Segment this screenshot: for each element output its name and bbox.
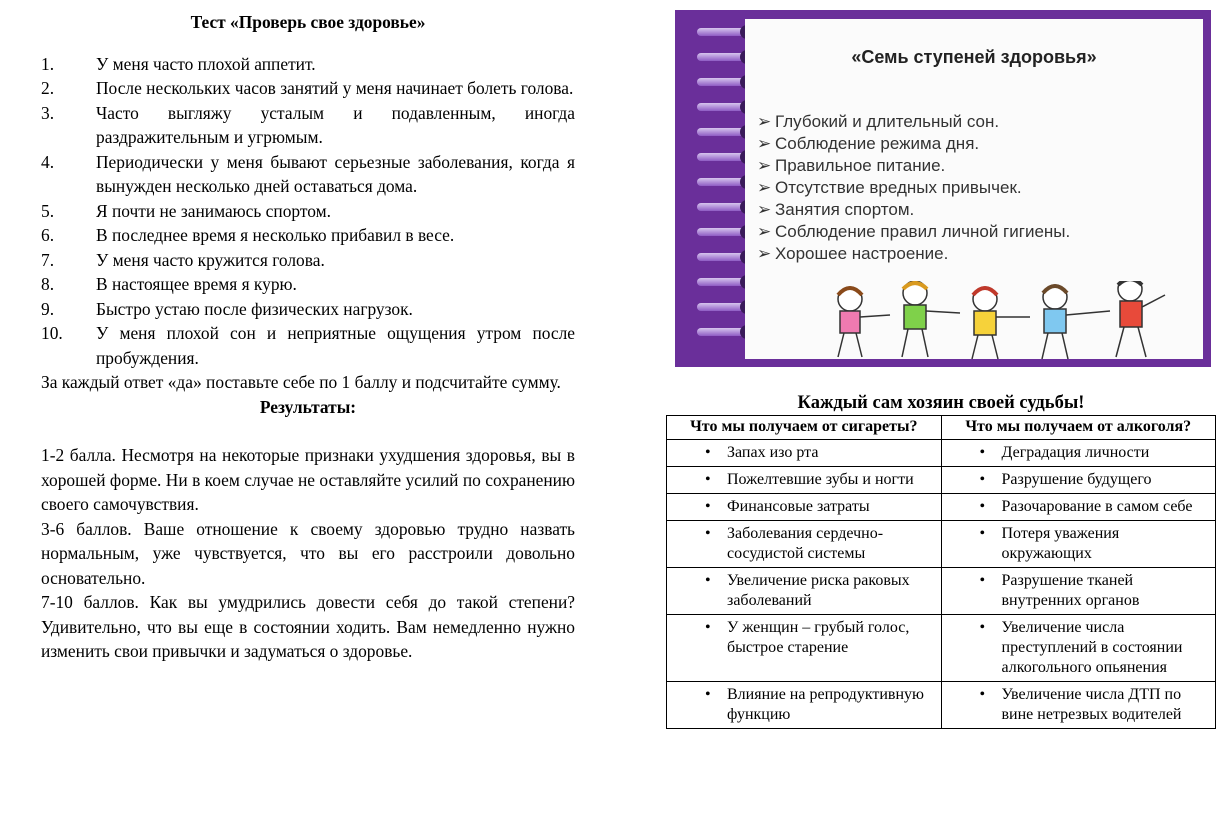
table-cell (667, 440, 942, 467)
binder-ring-icon (697, 303, 751, 311)
health-step (757, 177, 1070, 199)
health-step-text: Глубокий и длительный сон. (775, 112, 1000, 131)
question-text: Быстро устаю после физических нагрузок. (96, 298, 413, 319)
arrow-bullet-icon: ➢ (757, 156, 772, 175)
question-text: У меня часто кружится голова. (96, 249, 325, 270)
arrow-bullet-icon: ➢ (757, 222, 772, 241)
binder-ring-icon (697, 103, 751, 111)
health-step-text: Правильное питание. (775, 156, 946, 175)
health-step (757, 243, 1070, 265)
table-row (667, 440, 1216, 467)
binder-ring-icon (697, 203, 751, 211)
cell-text: • Заболевания сердечно-сосудистой системы (671, 524, 937, 564)
result-paragraph: 1-2 балла. Несмотря на некоторые признаки ухудшения здоровья, вы в хорошей форме. Ни в коем случае не оставляйте усилий по сохранению своего самочувствия. (41, 445, 575, 514)
binder-ring-icon (697, 78, 751, 86)
question-list (41, 52, 575, 371)
question-item (41, 150, 575, 199)
scoring-instruction: За каждый ответ «да» поставьте себе по 1 баллу и подсчитайте сумму. (41, 372, 561, 392)
question-item (41, 297, 575, 322)
health-step-text: Хорошее настроение. (775, 244, 949, 263)
health-steps-list (757, 111, 1070, 265)
question-number: 2. (41, 78, 55, 98)
question-item (41, 248, 575, 273)
cell-text: • Потеря уважения окружающих (946, 524, 1212, 564)
table-cell (941, 615, 1216, 682)
table-cell (941, 682, 1216, 729)
question-number: 4. (41, 151, 55, 172)
comparison-table (666, 415, 1216, 729)
cell-text: • Влияние на репродуктивную функцию (671, 685, 937, 725)
table-row (667, 615, 1216, 682)
arrow-bullet-icon: ➢ (757, 200, 772, 219)
health-step-text: Занятия спортом. (775, 200, 915, 219)
table-cell (941, 521, 1216, 568)
children-illustration (820, 281, 1200, 361)
table-header-row (667, 416, 1216, 440)
result-paragraph: 7-10 баллов. Как вы умудрились довести себя до такой степени? Удивительно, что вы еще в состоянии ходить. Вам немедленно нужно изменить свои привычки и задуматься о здоровье. (41, 592, 575, 661)
binder-ring-icon (697, 53, 751, 61)
question-number: 9. (41, 298, 55, 319)
question-text: У меня часто плохой аппетит. (96, 53, 316, 74)
cell-text: • Финансовые затраты (671, 497, 937, 517)
table-row (667, 494, 1216, 521)
question-number: 6. (41, 225, 55, 245)
table-row (667, 521, 1216, 568)
table-cell (667, 568, 942, 615)
cell-text: • Увеличение риска раковых заболеваний (671, 571, 937, 611)
question-item (41, 76, 575, 101)
table-cell (667, 521, 942, 568)
health-step-text: Отсутствие вредных привычек. (775, 178, 1022, 197)
cell-text: • Разрушение тканей внутренних органов (946, 571, 1212, 611)
table-cell (667, 494, 942, 521)
table-cell (941, 568, 1216, 615)
question-text: В настоящее время я курю. (96, 274, 297, 294)
table-cell (667, 682, 942, 729)
health-step-text: Соблюдение правил личной гигиены. (775, 222, 1071, 241)
table-cell (941, 467, 1216, 494)
question-text: В последнее время я несколько прибавил в весе. (96, 225, 455, 245)
health-step (757, 221, 1070, 243)
binder-ring-icon (697, 253, 751, 261)
question-item (41, 223, 575, 248)
question-item (41, 272, 575, 297)
table-cell (941, 440, 1216, 467)
binder-ring-icon (697, 228, 751, 236)
question-text: У меня плохой сон и неприятные ощущения утром после пробуждения. (96, 323, 575, 368)
binder-ring-icon (697, 153, 751, 161)
question-number: 5. (41, 200, 55, 221)
question-text: Часто выгляжу усталым и подавленным, иногда раздражительным и угрюмым. (96, 102, 575, 147)
cell-text: • Деградация личности (946, 443, 1212, 463)
cell-text: • Разрушение будущего (946, 470, 1212, 490)
question-text: Я почти не занимаюсь спортом. (96, 200, 331, 221)
table-row (667, 682, 1216, 729)
binder-ring-icon (697, 278, 751, 286)
result-paragraph: 3-6 баллов. Ваше отношение к своему здоровью трудно назвать нормальным, уже чувствуется, что вы его расстроили довольно основательно. (41, 518, 575, 588)
cell-text: • Увеличение числа ДТП по вине нетрезвых водителей (946, 685, 1212, 725)
test-title: Тест «Проверь свое здоровье» (190, 12, 426, 32)
table-row (667, 467, 1216, 494)
question-number: 7. (41, 249, 55, 270)
question-number: 8. (41, 274, 55, 294)
arrow-bullet-icon: ➢ (757, 134, 772, 153)
arrow-bullet-icon: ➢ (757, 244, 772, 263)
arrow-bullet-icon: ➢ (757, 178, 772, 197)
column-header-cigarettes: Что мы получаем от сигареты? (667, 416, 942, 440)
question-text: После нескольких часов занятий у меня начинает болеть голова. (96, 78, 574, 98)
health-step (757, 133, 1070, 155)
question-text: Периодически у меня бывают серьезные заболевания, когда я вынужден несколько дней оставаться дома. (96, 151, 575, 196)
binder-ring-icon (697, 178, 751, 186)
binder-ring-icon (697, 328, 751, 336)
table-cell (667, 615, 942, 682)
cell-text: • У женщин – грубый голос, быстрое старение (671, 618, 937, 658)
question-item (41, 52, 575, 77)
question-item (41, 101, 575, 150)
binder-ring-icon (697, 128, 751, 136)
question-number: 3. (41, 102, 55, 123)
health-test (41, 10, 575, 664)
column-header-alcohol: Что мы получаем от алкоголя? (941, 416, 1216, 440)
health-step-text: Соблюдение режима дня. (775, 134, 980, 153)
health-steps-poster (675, 10, 1211, 367)
table-row (667, 568, 1216, 615)
question-number: 10. (41, 323, 63, 343)
question-item (41, 199, 575, 224)
arrow-bullet-icon: ➢ (757, 112, 772, 131)
cell-text: • Запах изо рта (671, 443, 937, 463)
table-cell (941, 494, 1216, 521)
binder-ring-icon (697, 28, 751, 36)
cell-text: • Увеличение числа преступлений в состоянии алкогольного опьянения (946, 618, 1212, 678)
health-step (757, 111, 1070, 133)
health-step (757, 199, 1070, 221)
cell-text: • Пожелтевшие зубы и ногти (671, 470, 937, 490)
health-step (757, 155, 1070, 177)
question-item (41, 321, 575, 370)
poster-page (745, 19, 1203, 359)
table-cell (667, 467, 942, 494)
poster-title: «Семь ступеней здоровья» (851, 47, 1097, 67)
table-title: Каждый сам хозяин своей судьбы! (797, 393, 1085, 413)
question-number: 1. (41, 53, 55, 74)
cell-text: • Разочарование в самом себе (946, 497, 1212, 517)
results-title: Результаты: (259, 396, 357, 417)
